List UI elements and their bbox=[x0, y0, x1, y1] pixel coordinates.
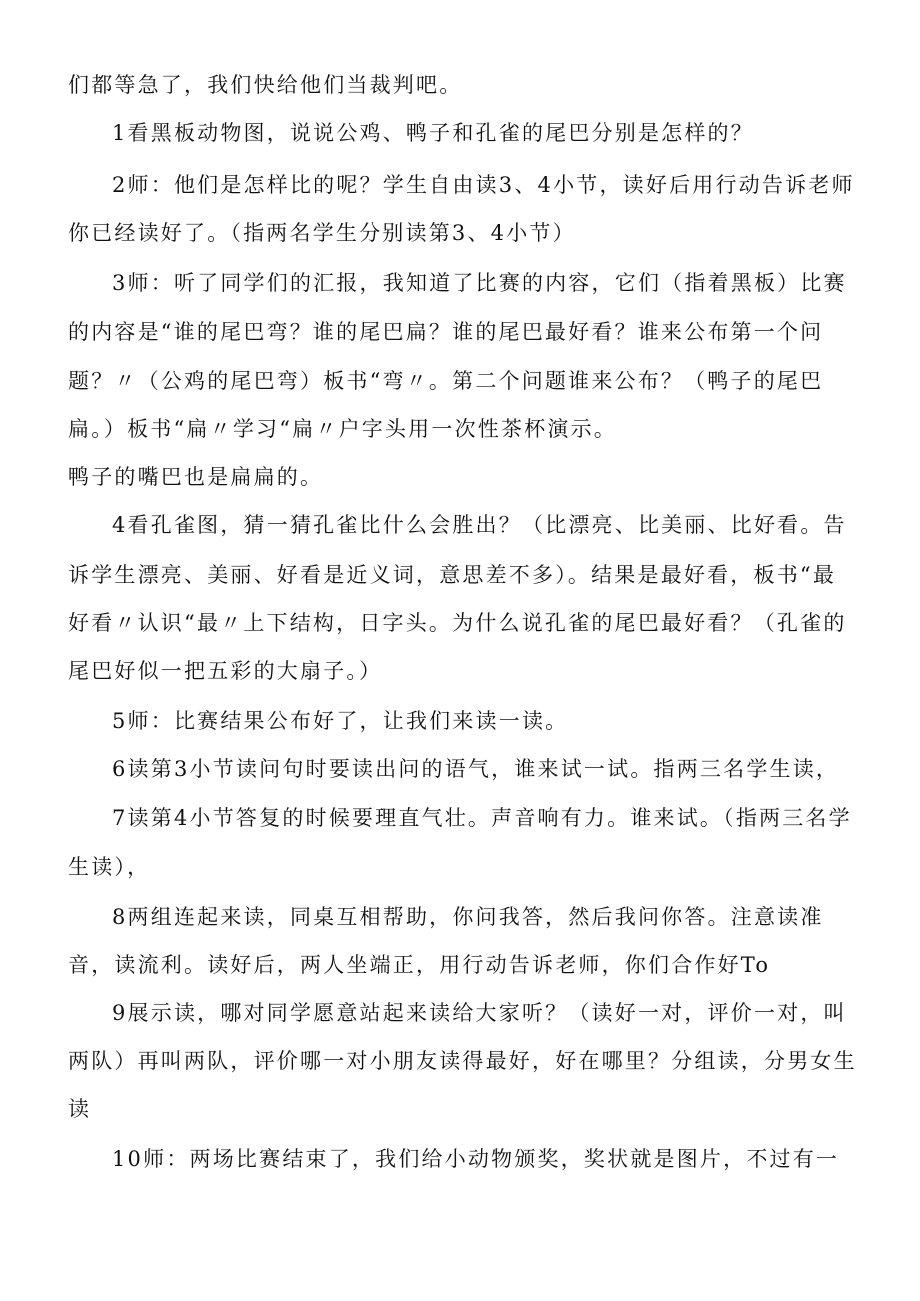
text-line: 鸭子的嘴巴也是扁扁的。 bbox=[68, 465, 324, 489]
text-line: 题？〃（公鸡的尾巴弯）板书“弯〃。第二个问题谁来公布？（鸭子的尾巴 bbox=[68, 369, 824, 393]
text-line: 的内容是“谁的尾巴弯？谁的尾巴扁？谁的尾巴最好看？谁来公布第一个问 bbox=[68, 320, 824, 344]
text-line: 尾巴好似一把五彩的大扇子。） bbox=[68, 659, 383, 683]
text-line: 1看黑板动物图，说说公鸡、鸭子和孔雀的尾巴分别是怎样的？ bbox=[112, 121, 754, 145]
text-line: 诉学生漂亮、美丽、好看是近义词，意思差不多）。结果是最好看，板书“最 bbox=[68, 563, 837, 587]
text-line: 扁。）板书“扁〃学习“扁〃户字头用一次性茶杯演示。 bbox=[68, 417, 617, 441]
text-line: 8两组连起来读，同桌互相帮助，你问我答，然后我问你答。注意读准 bbox=[112, 905, 824, 929]
text-line: 生读）， bbox=[68, 855, 151, 879]
text-line: 10师：两场比赛结束了，我们给小动物颁奖，奖状就是图片，不过有一 bbox=[112, 1147, 840, 1171]
text-line: 好看〃认识“最〃上下结构，日字头。为什么说孔雀的尾巴最好看？（孔雀的 bbox=[68, 611, 847, 635]
text-line: 们都等急了，我们快给他们当裁判吧。 bbox=[68, 73, 463, 97]
text-line: 4看孔雀图，猜一猜孔雀比什么会胜出？（比漂亮、比美丽、比好看。告 bbox=[112, 513, 847, 537]
text-line: 3师：听了同学们的汇报，我知道了比赛的内容，它们（指着黑板）比赛 bbox=[112, 271, 847, 295]
text-line: 9展示读，哪对同学愿意站起来读给大家听？（读好一对，评价一对，叫 bbox=[112, 1001, 847, 1025]
text-line: 2师：他们是怎样比的呢？学生自由读3、4小节，读好后用行动告诉老师 bbox=[112, 173, 855, 197]
text-line: 读 bbox=[68, 1097, 92, 1121]
text-line: 6读第3小节读问句时要读出问的语气，谁来试一试。指两三名学生读， bbox=[112, 757, 840, 781]
text-line: 你已经读好了。（指两名学生分别读第3、4小节） bbox=[68, 221, 576, 245]
text-line: 7读第4小节答复的时候要理直气壮。声音响有力。谁来试。（指两三名学 bbox=[112, 806, 852, 830]
text-line: 两队）再叫两队，评价哪一对小朋友读得最好，好在哪里？分组读，分男女生 bbox=[68, 1049, 857, 1073]
text-line: 音，读流利。读好后，两人坐端正，用行动告诉老师，你们合作好To bbox=[68, 953, 771, 977]
text-line: 5师：比赛结果公布好了，让我们来读一读。 bbox=[112, 709, 569, 733]
